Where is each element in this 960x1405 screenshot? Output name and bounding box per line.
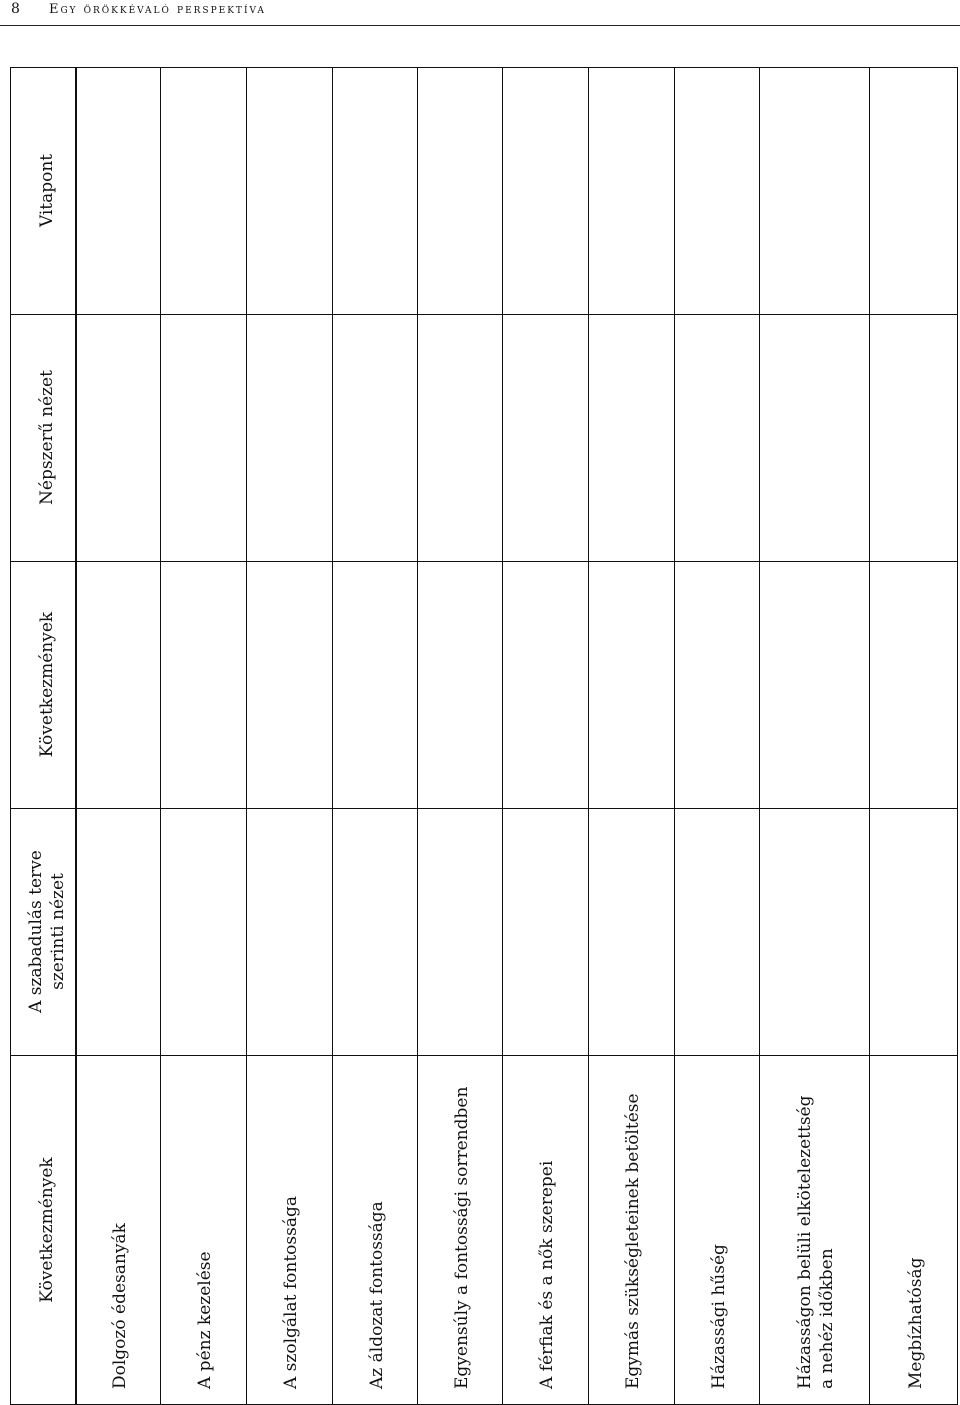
row-label-line: A szolgálat fontossága: [281, 1195, 301, 1389]
column-header-line: Következmények: [36, 611, 57, 758]
row-label: [109, 1059, 131, 1389]
running-title: Egy örökkévaló perspektíva: [49, 2, 266, 17]
column-header-line: Következmények: [36, 1157, 57, 1303]
column-header-line: Népszerű nézet: [36, 370, 57, 505]
row-label-line: Az áldozat fontossága: [366, 1201, 387, 1389]
table-v-rule: [160, 67, 161, 1405]
row-label-line: Egyensúly a fontossági sorrendben: [451, 1086, 472, 1389]
table-v-rule: [246, 67, 247, 1405]
row-label: [622, 1059, 644, 1389]
row-label-line: Dolgozó édesanyák: [109, 1223, 130, 1389]
table-v-rule: [502, 67, 503, 1405]
row-label-line: Egymás szükségleteinek betöltése: [623, 1093, 643, 1389]
column-header-line: Vitapont: [36, 153, 57, 228]
table-v-rule: [332, 67, 333, 1405]
row-label-line: A pénz kezelése: [195, 1251, 215, 1389]
table-h-rule: [10, 67, 958, 68]
column-header-line: A szabadulás terve: [25, 850, 46, 1013]
table-v-rule: [417, 67, 418, 1405]
row-label-line: A férfiak és a nők szerepei: [537, 1160, 557, 1389]
table-v-rule: [674, 67, 675, 1405]
running-header: [0, 0, 960, 28]
header-rule: [0, 25, 960, 26]
row-label-line: a nehéz időkben: [817, 1248, 837, 1389]
table-h-rule: [10, 1055, 958, 1056]
row-label-line: Megbízhatóság: [905, 1257, 926, 1389]
row-label: [280, 1059, 302, 1389]
table-v-rule: [588, 67, 589, 1405]
table-v-rule: [957, 67, 958, 1405]
row-label: [708, 1059, 730, 1389]
row-label: [905, 1059, 927, 1389]
table-v-rule: [75, 67, 77, 1405]
rotated-worksheet-table: [10, 67, 958, 1405]
column-header: [36, 561, 58, 808]
table-v-rule: [759, 67, 760, 1405]
row-label: [536, 1059, 558, 1389]
column-header: [25, 808, 69, 1055]
table-h-rule: [10, 314, 958, 315]
column-header-line: szerinti nézet: [47, 873, 68, 990]
row-label-line: Házassági hűség: [708, 1244, 729, 1389]
row-label: [366, 1059, 388, 1389]
row-label: [794, 1059, 838, 1389]
table-v-rule: [869, 67, 870, 1405]
row-label: [451, 1059, 473, 1389]
column-header: [36, 314, 58, 561]
column-header: [36, 67, 58, 314]
row-label: [194, 1059, 216, 1389]
row-label-line: Házasságon belüli elkötelezettség: [795, 1095, 815, 1389]
table-h-rule: [10, 808, 958, 809]
table-v-rule: [10, 67, 11, 1405]
table-h-rule: [10, 561, 958, 562]
page-number: 8: [11, 1, 20, 17]
column-header: [36, 1055, 58, 1405]
